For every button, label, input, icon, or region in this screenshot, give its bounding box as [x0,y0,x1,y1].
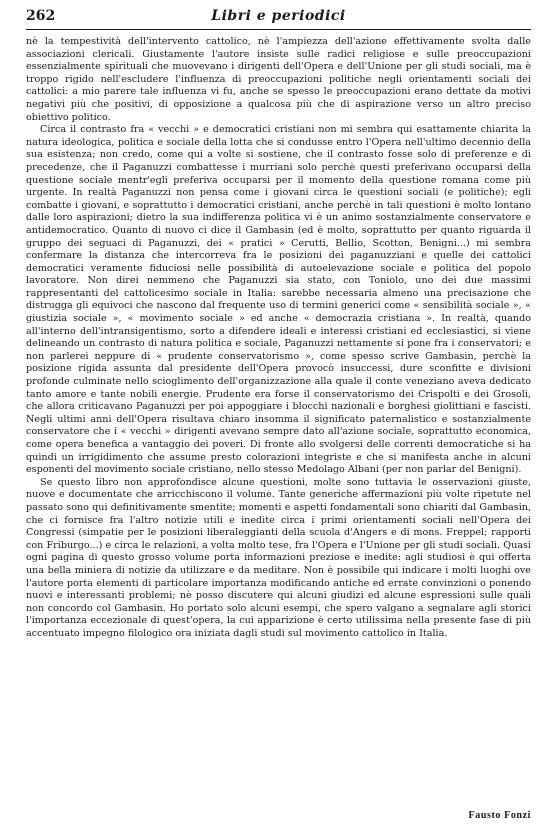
paragraph-2: Circa il contrasto fra « vecchi » e democratici cristiani non mi sembra qui esattamente chiarita la natura ideologica, politica e sociale della lotta che si condusse entro l'Opera nell'ultimo decennio della sua esistenza; non credo, come qui a volte si sostiene, che il contrasto fosse solo di preferenze e di precedenze, che il Paganuzzi combattesse i murriani solo perchè questi preferivano occuparsi della questione sociale mentr'egli preferiva occuparsi per il momento della questione romana come più urgente. In realtà Paganuzzi non pensa come i giovani circa le questioni sociali (e politiche); egli combatte i giovani, e soprattutto i democratici cristiani, anche perchè in tali questioni è molto lontano dalle loro aspirazioni; dietro la sua indifferenza politica vi è un animo sostanzialmente conservatore e antidemocratico. Quanto di nuovo ci dice il Gambasin (ed è molto, soprattutto per quanto riguarda il gruppo dei seguaci di Paganuzzi, dei « pratici » Cerutti, Bellio, Scotton, Benigni...) mi sembra confermare la distanza che intercorreva fra le posizioni dei paganuzziani e quelle dei cattolici democratici veramente fiduciosi nelle possibilità di autoelevazione sociale e politica del popolo lavoratore. Non direi nemmeno che Paganuzzi sia stato, con Toniolo, uno dei due massimi rappresentanti del cattolicesimo sociale in Italia: sarebbe necessaria almeno una precisazione che distrugga gli equivoci che nascono dal frequente uso di termini generici come « sensibilità sociale », « giustizia sociale », « movimento sociale » ed anche « democrazia cristiana ». In realtà, quando all'interno dell'intransigentismo, sorto a difendere ideali e interessi cristiani ed ecclesiastici, si viene delineando un contrasto di natura politica e sociale, Paganuzzi nettamente si pone fra i conservatori; e non parlerei neppure di « prudente conservatorismo », come spesso scrive Gambasin, perchè la posizione rigida assunta dal presidente dell'Opera provocò insuccessi, dure sconfitte e divisioni profonde culminate nello scioglimento dell'organizzazione alla quale il conte veneziano aveva dedicato tanto amore e tante nobili energie. Prudente era forse il conservatorismo dei Crispolti e dei Grosoli, che allora criticavano Paganuzzi per poi appoggiare i blocchi nazionali e borghesi giolittiani e fascisti. Negli ultimi anni dell'Opera risultava chiaro insomma il significato paternalistico e sostanzialmente conservatore che i « vecchi » dirigenti avevano sempre dato all'azione sociale, soprattutto economica, come opera benefica a vantaggio dei poveri. Di fronte allo svolgersi delle correnti democratiche si ha quindi un irrigidimento che assume presto colorazioni integriste e che si manifesta anche in alcuni esponenti del movimento sociale cristiano, nello stesso Medolago Albani (per non parlar del Benigni). [26,124,531,476]
paragraph-1: nè la tempestività dell'intervento cattolico, nè l'ampiezza dell'azione effettivamente svolta dalle associazioni clericali. Giustamente l'autore insiste sulle radici religiose e sulle preoccupazioni essenzialmente spirituali che muovevano i dirigenti dell'Opera e dell'Unione per gli studi sociali, ma è troppo rigido nell'escludere l'influenza di preoccupazioni politiche negli orientamenti sociali dei cattolici: a mio parere tale influenza vi fu, anche se spesso le preoccupazioni erano dettate da motivi negativi più che positivi, di opposizione a qualcosa più che di aspirazione verso un altro preciso obiettivo politico. [26,36,531,123]
article-body [26,36,531,641]
running-title: Libri e periodici [211,8,346,24]
paragraph-3: Se questo libro non approfondisce alcune questioni, molte sono tuttavia le osservazioni giuste, nuove e documentate che arricchiscono il volume. Tante generiche affermazioni più volte ripetute nel passato sono qui definitivamente smentite; momenti e aspetti fondamentali sono chiariti dal Gambasin, che ci fornisce fra l'altro notizie utili e inedite circa i primi orientamenti sociali nell'Opera dei Congressi (simpatie per le posizioni liberaleggianti della scuola d'Angers e di mons. Freppel; rapporti con Friburgo...) e circa le relazioni, a volta molto tese, fra l'Opera e l'Unione per gli studi sociali. Quasi ogni pagina di questo grosso volume porta informazioni preziose e inedite: agli studiosi è qui offerta una bella miniera di notizie da utilizzare e da meditare. Non è possibile qui indicare i molti luoghi ove l'autore porta elementi di particolare importanza modificando antiche ed errate convinzioni o ponendo nuovi e interessanti problemi; nè posso discutere qui alcuni giudizi ed alcune espressioni sulle quali non concordo col Gambasin. Ho portato solo alcuni esempi, che spero valgano a segnalare agli storici l'importanza eccezionale di quest'opera, la cui apparizione è certo utilissima nella presente fase di più accentuato impegno filologico ora iniziata dagli studi sul movimento cattolico in Italia. [26,476,531,639]
page-header [26,8,531,30]
author-signature: Fausto Fonzi [468,810,531,821]
header-rule [26,29,531,30]
page-number: 262 [26,8,56,24]
